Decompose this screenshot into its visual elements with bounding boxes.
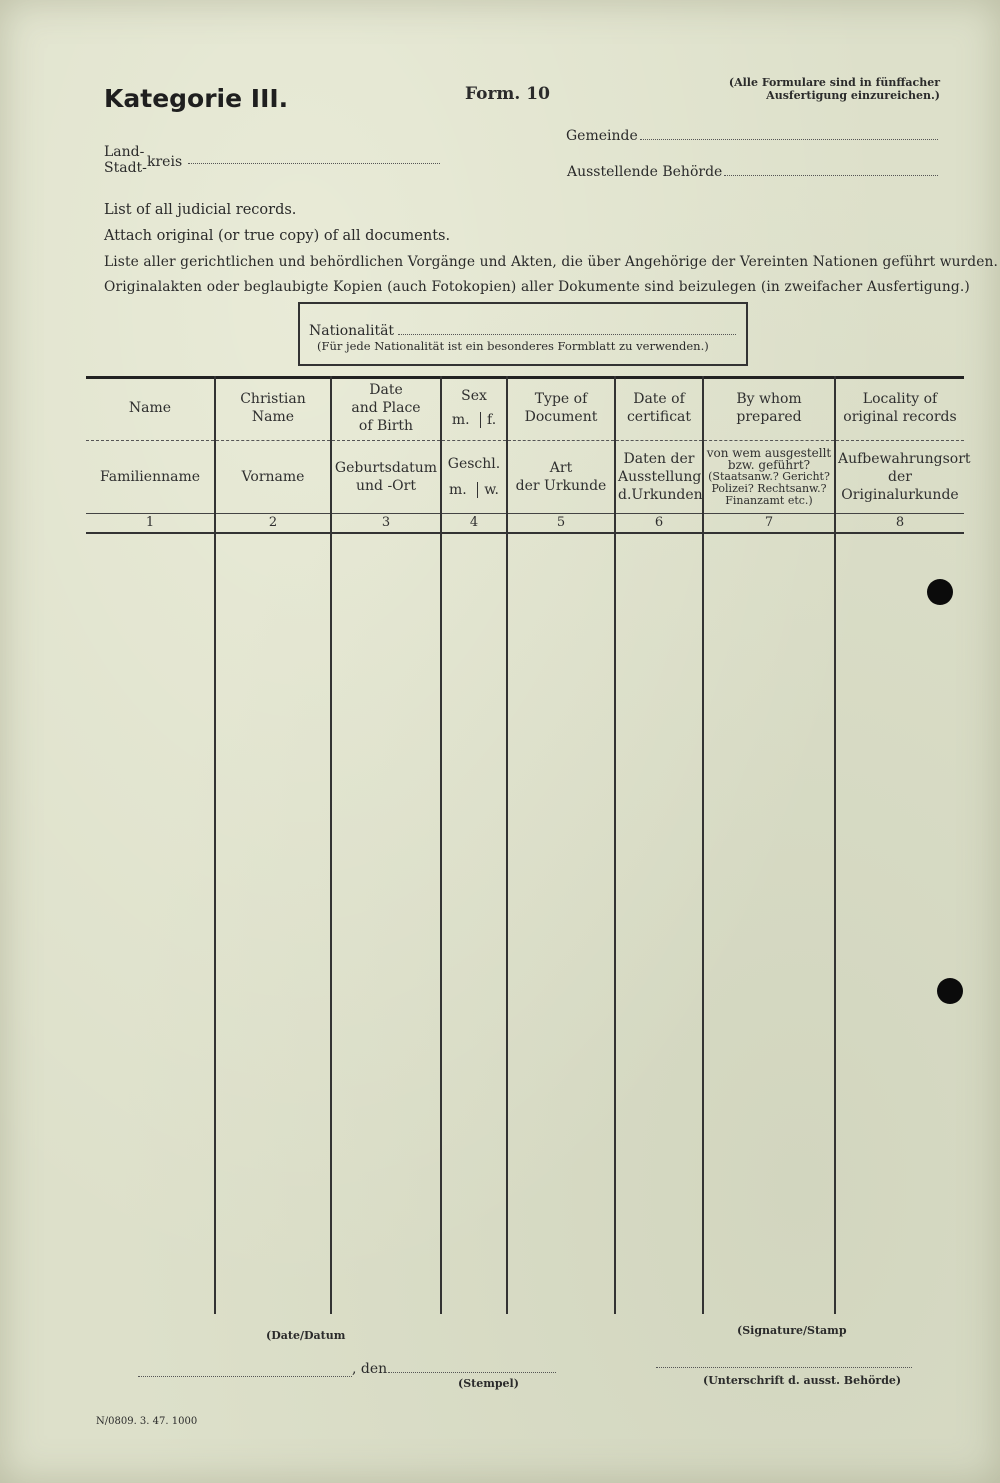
date-label: (Date/Datum: [266, 1329, 346, 1342]
col-date-en-1: Date of: [633, 391, 685, 407]
date-field[interactable]: [388, 1371, 556, 1373]
col-whom-de-2: bzw. geführt?: [727, 458, 811, 472]
col-type-en-2: Document: [524, 409, 598, 425]
entry-cell-birth[interactable]: [331, 533, 441, 1314]
gemeinde-field[interactable]: [640, 138, 938, 140]
behoerde-field[interactable]: [724, 174, 938, 176]
landkreis-label: [104, 144, 147, 176]
entry-cell-christian[interactable]: [215, 533, 331, 1314]
col-whom-de-1: von wem ausgestellt: [706, 446, 832, 460]
col-name-en: [86, 376, 215, 441]
copies-note-line2: Ausfertigung einzureichen.): [766, 89, 940, 102]
instruction-en-1: List of all judicial records.: [104, 202, 297, 218]
header-row-english: [86, 376, 964, 441]
col-type-en: [507, 376, 615, 441]
col-date-de-3: d.Urkunden: [618, 487, 703, 503]
col-date-de-1: Daten der: [623, 451, 695, 467]
col-christian-de: [215, 441, 331, 514]
nationality-box: [298, 302, 748, 366]
behoerde-label: Ausstellende Behörde: [567, 164, 723, 180]
col-num-3: 3: [331, 514, 441, 534]
land-label: Land-: [104, 144, 145, 160]
col-type-de-2: der Urkunde: [515, 478, 607, 494]
place-field[interactable]: [138, 1375, 352, 1377]
instruction-de-1: Liste aller gerichtlichen und behördlichen Vorgänge und Akten, die über Angehörige der Vereinten Nationen geführt wurden.: [104, 254, 998, 270]
entry-cell-whom[interactable]: [703, 533, 835, 1314]
col-whom-en-2: prepared: [736, 409, 802, 425]
col-whom-en-1: By whom: [736, 391, 802, 407]
col-sex-de-text: Geschl.: [447, 456, 501, 472]
col-locality-de: [835, 441, 971, 514]
copies-note-line1: (Alle Formulare sind in fünffacher: [728, 76, 940, 89]
punch-hole-bottom: [937, 978, 963, 1004]
punch-hole-top: [927, 579, 953, 605]
instruction-de-2: Originalakten oder beglaubigte Kopien (auch Fotokopien) aller Dokumente sind beizulegen (in zweifacher Ausfertigung.): [104, 279, 970, 295]
col-type-de: [507, 441, 615, 514]
col-birth-de-2: und -Ort: [356, 478, 416, 494]
col-locality-de-1: Aufbewahrungsort: [838, 451, 971, 467]
signature-label: (Signature/Stamp: [737, 1324, 847, 1337]
col-name-en-text: Name: [128, 400, 172, 416]
nationality-field[interactable]: [398, 333, 736, 335]
col-date-en-2: certificat: [626, 409, 692, 425]
column-number-row: [86, 514, 964, 534]
col-whom-de-5: Finanzamt etc.): [725, 494, 813, 507]
col-christian-en-text: Christian Name: [240, 391, 306, 425]
col-whom-de-3: (Staatsanw.? Gericht?: [708, 470, 830, 483]
sex-w-de: w.: [484, 482, 499, 498]
col-birth-de: [331, 441, 441, 514]
kreis-field[interactable]: [188, 162, 440, 164]
col-num-1: 1: [86, 514, 215, 534]
col-type-en-1: Type of: [534, 391, 588, 407]
col-sex-de: [441, 441, 507, 514]
gemeinde-label: Gemeinde: [566, 128, 638, 144]
unterschrift-label: (Unterschrift d. ausst. Behörde): [703, 1374, 902, 1387]
col-sex-en: [441, 376, 507, 441]
col-birth-en-2: and Place: [351, 400, 421, 416]
col-locality-de-3: Originalurkunde: [841, 487, 959, 503]
den-label: , den: [352, 1361, 388, 1377]
form-category-title: Kategorie III.: [104, 84, 289, 113]
nationality-note: (Für jede Nationalität ist ein besonderes Formblatt zu verwenden.): [317, 339, 709, 353]
entry-cell-date[interactable]: [615, 533, 703, 1314]
stempel-label: (Stempel): [458, 1377, 519, 1390]
form-number: Form. 10: [465, 84, 550, 104]
col-sex-de-mw: [444, 481, 504, 499]
col-birth-en-3: of Birth: [358, 418, 414, 434]
stadt-label: Stadt-: [104, 160, 147, 176]
col-sex-en-mf: [444, 411, 504, 429]
col-num-2: 2: [215, 514, 331, 534]
col-christian-en: [215, 376, 331, 441]
col-birth-en-1: Date: [369, 382, 403, 398]
col-type-de-1: Art: [549, 460, 573, 476]
col-christian-de-text: Vorname: [241, 469, 305, 485]
instruction-en-2: Attach original (or true copy) of all documents.: [104, 228, 451, 244]
table-entry-area: [86, 533, 964, 1314]
kreis-label: kreis: [147, 154, 183, 170]
col-num-8: 8: [835, 514, 964, 534]
col-whom-de: [703, 441, 835, 514]
nationality-label: Nationalität: [309, 323, 395, 339]
copies-note: [690, 76, 940, 102]
col-num-6: 6: [615, 514, 703, 534]
col-date-en: [615, 376, 703, 441]
sex-m-en: m.: [451, 412, 470, 428]
col-birth-en: [331, 376, 441, 441]
col-date-de: [615, 441, 703, 514]
signature-field[interactable]: [656, 1366, 912, 1368]
col-name-de: [86, 441, 215, 514]
col-sex-en-text: Sex: [461, 388, 487, 404]
print-code: N/0809. 3. 47. 1000: [96, 1416, 198, 1427]
col-whom-de-4: Polizei? Rechtsanw.?: [711, 482, 827, 495]
col-num-5: 5: [507, 514, 615, 534]
col-locality-en-2: original records: [843, 409, 957, 425]
col-whom-en: [703, 376, 835, 441]
col-num-4: 4: [441, 514, 507, 534]
entry-cell-name[interactable]: [86, 533, 215, 1314]
records-table: [86, 376, 971, 1314]
col-name-de-text: Familienname: [99, 469, 201, 485]
col-locality-en-1: Locality of: [862, 391, 938, 407]
sex-f-en: f.: [487, 412, 497, 428]
col-locality-de-2: der: [888, 469, 912, 485]
entry-cell-locality[interactable]: [835, 533, 964, 1314]
entry-cell-type[interactable]: [507, 533, 615, 1314]
col-birth-de-1: Geburtsdatum: [334, 460, 438, 476]
entry-cell-sex[interactable]: [441, 533, 507, 1314]
col-date-de-2: Ausstellung: [618, 469, 702, 485]
header-row-german: [86, 441, 964, 514]
col-locality-en: [835, 376, 964, 441]
col-num-7: 7: [703, 514, 835, 534]
sex-m-de: m.: [449, 482, 467, 498]
